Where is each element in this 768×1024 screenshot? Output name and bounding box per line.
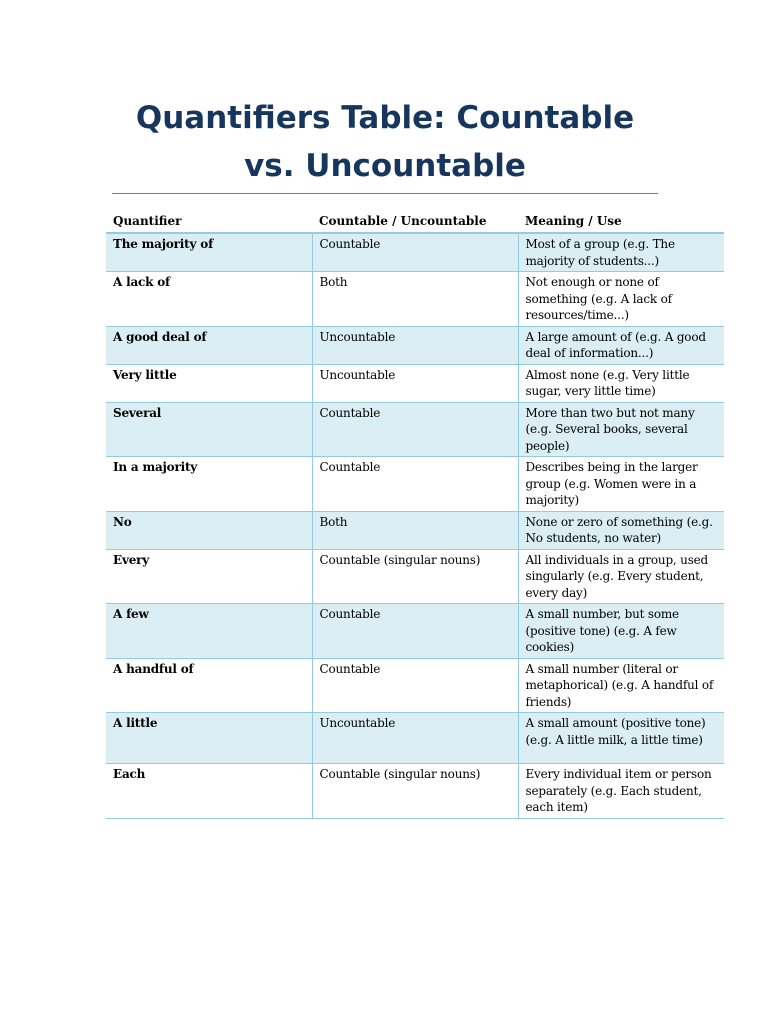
table-row bbox=[106, 364, 724, 402]
header-row bbox=[106, 208, 724, 233]
countability-cell: Both bbox=[312, 272, 518, 327]
quantifier-cell: A lack of bbox=[106, 272, 312, 327]
quantifier-cell: Very little bbox=[106, 364, 312, 402]
quantifier-cell: A few bbox=[106, 604, 312, 659]
title-divider bbox=[112, 193, 658, 194]
title-line-2: vs. Uncountable bbox=[244, 148, 526, 184]
quantifier-cell: No bbox=[106, 511, 312, 549]
column-header-meaning: Meaning / Use bbox=[518, 208, 724, 233]
quantifier-cell: Several bbox=[106, 402, 312, 457]
meaning-cell: Not enough or none of something (e.g. A lack of resources/time...) bbox=[518, 272, 724, 327]
quantifier-cell: A good deal of bbox=[106, 326, 312, 364]
table-row bbox=[106, 713, 724, 764]
page-title bbox=[112, 94, 658, 190]
meaning-cell: A small amount (positive tone) (e.g. A little milk, a little time) bbox=[518, 713, 724, 764]
table-body bbox=[106, 233, 724, 818]
meaning-cell: Most of a group (e.g. The majority of students...) bbox=[518, 233, 724, 272]
countability-cell: Countable (singular nouns) bbox=[312, 764, 518, 819]
countability-cell: Countable (singular nouns) bbox=[312, 549, 518, 604]
quantifier-cell: A little bbox=[106, 713, 312, 764]
countability-cell: Uncountable bbox=[312, 326, 518, 364]
countability-cell: Both bbox=[312, 511, 518, 549]
quantifier-cell: In a majority bbox=[106, 457, 312, 512]
countability-cell: Countable bbox=[312, 604, 518, 659]
meaning-cell: A small number, but some (positive tone) (e.g. A few cookies) bbox=[518, 604, 724, 659]
table-row bbox=[106, 326, 724, 364]
quantifier-cell: Every bbox=[106, 549, 312, 604]
quantifier-cell: A handful of bbox=[106, 658, 312, 713]
table-row bbox=[106, 764, 724, 819]
table-row bbox=[106, 658, 724, 713]
countability-cell: Countable bbox=[312, 457, 518, 512]
table-row bbox=[106, 604, 724, 659]
quantifier-cell: Each bbox=[106, 764, 312, 819]
column-header-quantifier: Quantifier bbox=[106, 208, 312, 233]
quantifiers-table bbox=[106, 208, 724, 819]
column-header-countability: Countable / Uncountable bbox=[312, 208, 518, 233]
quantifier-cell: The majority of bbox=[106, 233, 312, 272]
title-line-1: Quantifiers Table: Countable bbox=[135, 100, 635, 136]
countability-cell: Countable bbox=[312, 658, 518, 713]
meaning-cell: Almost none (e.g. Very little sugar, very little time) bbox=[518, 364, 724, 402]
table-header bbox=[106, 208, 724, 233]
countability-cell: Countable bbox=[312, 233, 518, 272]
table-row bbox=[106, 511, 724, 549]
meaning-cell: A small number (literal or metaphorical) (e.g. A handful of friends) bbox=[518, 658, 724, 713]
meaning-cell: Every individual item or person separately (e.g. Each student, each item) bbox=[518, 764, 724, 819]
table-row bbox=[106, 272, 724, 327]
countability-cell: Countable bbox=[312, 402, 518, 457]
meaning-cell: All individuals in a group, used singularly (e.g. Every student, every day) bbox=[518, 549, 724, 604]
countability-cell: Uncountable bbox=[312, 713, 518, 764]
table-row bbox=[106, 402, 724, 457]
meaning-cell: More than two but not many (e.g. Several books, several people) bbox=[518, 402, 724, 457]
meaning-cell: A large amount of (e.g. A good deal of information...) bbox=[518, 326, 724, 364]
table-row bbox=[106, 457, 724, 512]
meaning-cell: Describes being in the larger group (e.g. Women were in a majority) bbox=[518, 457, 724, 512]
meaning-cell: None or zero of something (e.g. No students, no water) bbox=[518, 511, 724, 549]
table-row bbox=[106, 549, 724, 604]
table-row bbox=[106, 233, 724, 272]
countability-cell: Uncountable bbox=[312, 364, 518, 402]
